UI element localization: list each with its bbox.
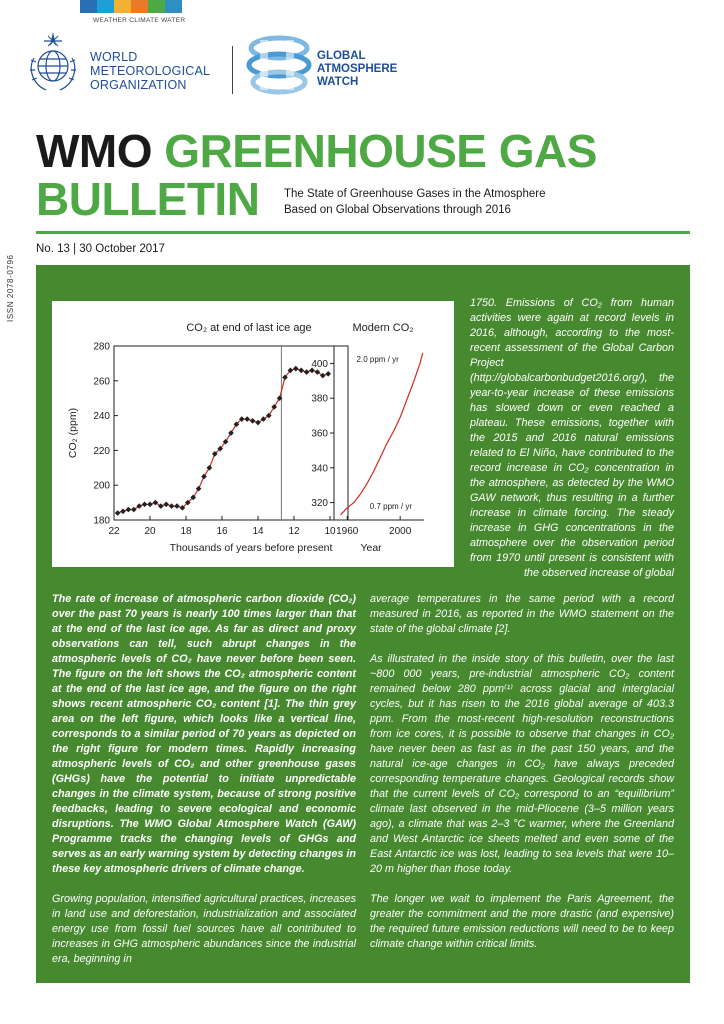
subtitle-line: The State of Greenhouse Gases in the Atmosphere	[284, 188, 546, 200]
y-tick-label: 340	[311, 463, 328, 475]
co2-figure	[52, 301, 454, 567]
ice-age-data-point	[131, 507, 137, 513]
modern-co2-line	[341, 353, 423, 515]
color-stripe-bar	[80, 0, 182, 13]
paragraph: average temperatures in the same period with a record measured in 2016, as reported in the WMO statement on the state of the global climate [2].	[370, 593, 674, 635]
ice-age-data-point	[196, 486, 202, 492]
y-tick-label: 240	[93, 411, 110, 423]
y-tick-label: 320	[311, 498, 328, 510]
title-bulletin: BULLETIN	[36, 173, 260, 225]
y-tick-label: 220	[93, 445, 110, 457]
stripe-5	[148, 0, 165, 13]
x-tick-label: 16	[216, 526, 228, 537]
x-tick-label: 12	[288, 526, 300, 537]
gaw-name	[317, 50, 397, 89]
wmo-line: METEOROLOGICAL	[90, 64, 211, 78]
x-tick-label: 14	[252, 526, 264, 537]
issue-info: No. 13 | 30 October 2017	[36, 243, 165, 255]
ice-age-data-point	[169, 503, 175, 509]
ice-age-data-point	[120, 508, 126, 514]
ice-age-data-point	[244, 416, 250, 422]
ice-age-data-point	[293, 366, 299, 372]
ice-age-data-point	[163, 502, 169, 508]
x-tick-label: 20	[144, 526, 156, 537]
gaw-line: GLOBAL	[317, 50, 366, 62]
ice-age-data-point	[250, 418, 256, 424]
wmo-line: WORLD	[90, 50, 138, 64]
ice-age-data-point	[320, 373, 326, 379]
rate-annotation-early: 0.7 ppm / yr	[369, 502, 413, 511]
intro-paragraph: The rate of increase of atmospheric carbon dioxide (CO₂) over the past 70 years is nearly 100 times larger than that at the end of the last ice age. As far as direct and proxy observations can tell, such abrupt changes in the atmospheric levels of CO₂ have never before been seen. The figure on the left shows the CO₂ atmospheric content at the end of the last ice age, and the figure on the right shows recent atmospheric CO₂ content [1]. The thin grey area on the left figure, which looks like a vertical line, corresponds to a similar period of 70 years as depicted on the right figure for modern times. Rapidly increasing atmospheric levels of CO₂ and other greenhouse gases (GHGs) have the potential to initiate unpredictable changes in the climate system, because of strong positive feedbacks, leading to severe ecological and economic disruptions. The WMO Global Atmosphere Watch (GAW) Programme tracks the changing levels of GHGs and serves as an early warning system by detecting changes in these key atmospheric drivers of climate change.	[52, 593, 356, 875]
title-wmo: WMO	[36, 125, 153, 177]
stripe-2	[97, 0, 114, 13]
right-x-axis-label: Year	[360, 542, 382, 554]
x-tick-label: 1960	[336, 526, 359, 537]
y-tick-label: 280	[93, 341, 110, 353]
ice-age-data-point	[147, 502, 153, 508]
stripe-6	[165, 0, 182, 13]
ice-age-data-point	[298, 368, 304, 374]
x-tick-label: 18	[180, 526, 192, 537]
y-tick-label: 200	[93, 480, 110, 492]
ice-age-data-point	[325, 371, 331, 377]
ice-age-data-point	[158, 503, 164, 509]
stripe-1	[80, 0, 97, 13]
ice-age-data-point	[207, 465, 213, 471]
ice-age-data-point	[201, 474, 207, 480]
left-chart-title: CO₂ at end of last ice age	[186, 322, 312, 334]
title-rule	[36, 231, 690, 234]
ice-age-data-point	[304, 369, 310, 375]
ice-age-data-point	[174, 503, 180, 509]
paragraph: The longer we wait to implement the Paris Agreement, the greater the commitment and the more drastic (and expensive) the required future emission reductions will need to be to keep climate change within critical limits.	[370, 893, 674, 950]
subtitle	[284, 186, 545, 218]
stripe-4	[131, 0, 148, 13]
title-line-1	[36, 126, 597, 176]
text-column-right-top	[470, 296, 674, 596]
y-tick-label: 180	[93, 515, 110, 527]
left-x-axis-label: Thousands of years before present	[169, 542, 333, 554]
y-tick-label: 360	[311, 428, 328, 440]
issn: ISSN 2078-0796	[6, 254, 15, 322]
text-column-left	[52, 592, 356, 982]
x-tick-label: 22	[108, 526, 120, 537]
title-greenhouse-gas: GREENHOUSE GAS	[164, 125, 597, 177]
co2-charts	[52, 301, 454, 567]
paragraph: As illustrated in the inside story of this bulletin, over the last ~800 000 years, pre-industrial atmospheric CO₂ content remained below 280 ppm⁽¹⁾ across glacial and interglacial cycles, but it has risen to the 2016 global average of 403.3 ppm. From the most-recent high-resolution reconstructions from ice cores, it is possible to observe that changes in CO₂ have never been as fast as in the past 150 years, and the natural ice-age changes in CO₂ have always preceded corresponding temperature changes. Geological records show that the current levels of CO₂ correspond to an “equilibrium” climate last observed in the mid-Pliocene (3–5 million years ago), a climate that was 2–3 °C warmer, where the Greenland and West Antarctic ice sheets melted and even some of the East Antarctic ice was lost, leading to sea levels that were 10–20 m higher than those today.	[370, 653, 674, 875]
x-tick-label: 10	[324, 526, 336, 537]
logo-divider	[232, 46, 233, 94]
text-column-right	[370, 592, 674, 967]
wmo-emblem-icon	[22, 28, 84, 100]
ice-age-data-point	[126, 507, 132, 513]
paragraph: Growing population, intensified agricultural practices, increases in land use and deforestation, industrialization and associated energy use from fossil fuel sources have all contributed to increases in GHG atmospheric abundances since the industrial era, beginning in	[52, 893, 356, 965]
paragraph: 1750. Emissions of CO₂ from human activities were again at record levels in 2016, although, according to the most-recent assessment of the Global Carbon Project (http://globalcarbonbudget2016.org/), the year-to-year increase of these emissions has slowed down or even reached a plateau. These emissions, together with the 2015 and 2016 natural emissions related to El Niño, have contributed to the record increase in CO₂ concentration in the atmosphere, as detected by the WMO GAW network, thus resulting in a further increase in climate forcing. The steady increase in GHG concentrations in the atmosphere over the observation period from 1970 until present is consistent with the observed increase of global	[470, 297, 674, 579]
subtitle-line: Based on Global Observations through 2016	[284, 204, 511, 216]
right-chart-title: Modern CO₂	[352, 322, 414, 334]
ice-age-data-point	[271, 404, 277, 410]
ice-age-data-point	[228, 430, 234, 436]
gaw-emblem-icon	[244, 34, 314, 96]
wmo-line: ORGANIZATION	[90, 78, 187, 92]
ice-age-data-point	[142, 502, 148, 508]
ice-age-data-point	[255, 420, 261, 426]
ice-age-data-point	[115, 510, 121, 516]
left-y-axis-label: CO₂ (ppm)	[67, 407, 79, 459]
tagline: WEATHER CLIMATE WATER	[93, 17, 186, 24]
x-tick-label: 2000	[389, 526, 412, 537]
gaw-line: WATCH	[317, 76, 359, 88]
ice-age-fit-line	[118, 369, 329, 513]
y-tick-label: 400	[311, 358, 328, 370]
y-tick-label: 260	[93, 376, 110, 388]
y-tick-label: 380	[311, 393, 328, 405]
rate-annotation-recent: 2.0 ppm / yr	[356, 355, 399, 364]
wmo-name	[90, 50, 210, 92]
gaw-line: ATMOSPHERE	[317, 63, 398, 75]
stripe-3	[114, 0, 131, 13]
